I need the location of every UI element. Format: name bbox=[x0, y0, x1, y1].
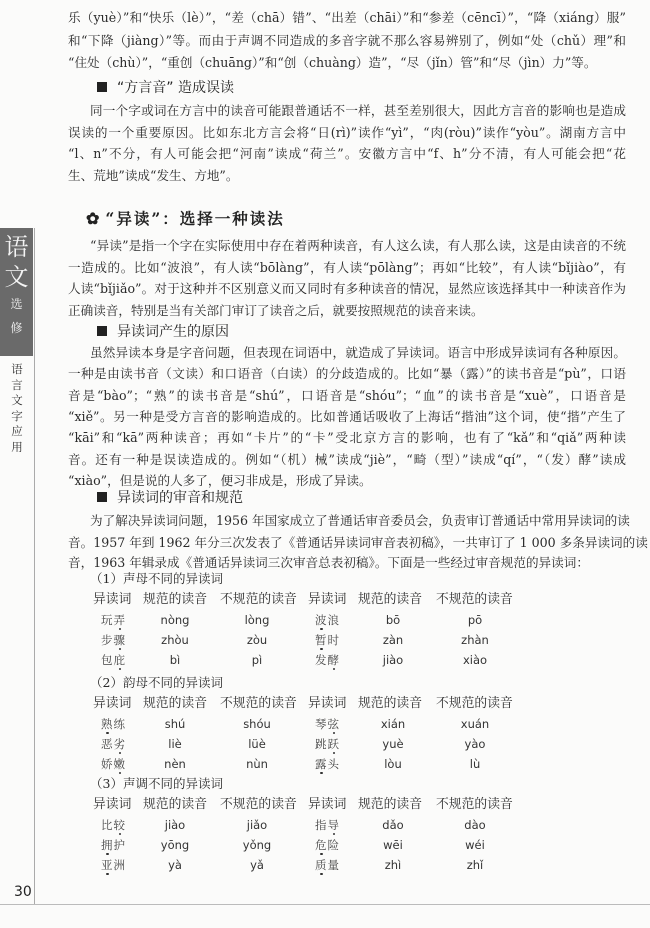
badge-char: 文 bbox=[4, 263, 29, 291]
standard-reading: yà bbox=[168, 858, 182, 872]
emphasis-dot-char: 嫩 bbox=[113, 757, 126, 771]
table-row bbox=[0, 755, 650, 774]
text-line: 音是“bào”；“熟”的读书音是“shú”，口语音是“shóu”；“血”的读书音是“xuè”，口语音是 bbox=[68, 388, 626, 403]
footer-divider bbox=[0, 904, 650, 905]
text-line: 音。1957 年到 1962 年分三次发表了《普通话异读词审音表初稿》，一共审订了 1 000 多条异读词的读 bbox=[68, 535, 648, 550]
table-header-row bbox=[0, 590, 650, 609]
table-title: （1）声母不同的异读词 bbox=[90, 571, 223, 586]
variant-word bbox=[101, 715, 126, 734]
column-header: 规范的读音 bbox=[358, 592, 422, 607]
emphasis-dot-char: 拥 bbox=[101, 838, 114, 852]
variant-word bbox=[101, 611, 126, 630]
text-line: “住处（chù）”，“重创（chuāng）”和“创（chuàng）造”，“尽（jǐn）管”和“尽（jìn）力”等。 bbox=[68, 55, 597, 70]
flower-icon: ✿ bbox=[86, 209, 102, 228]
text-line: 一造成的。比如“波浪”，有人读“bōlàng”，有人读“pōlàng”；再如“比较”，有人读“bǐjiào”，有 bbox=[68, 260, 626, 275]
text-line: 生、荒地”读成“发生、方地”。 bbox=[68, 168, 239, 183]
table-row bbox=[0, 631, 650, 650]
text-line: 人读“bǐjiǎo”。对于这种并不区别意义而又同时有多种读音的情况，显然应该选择其中一种读音作为 bbox=[68, 281, 626, 296]
square-bullet-icon bbox=[97, 492, 107, 502]
emphasis-dot-char: 熟 bbox=[101, 717, 114, 731]
word-char: 发 bbox=[315, 653, 328, 667]
nonstandard-reading: yǎ bbox=[250, 858, 264, 872]
table-row bbox=[0, 816, 650, 835]
variant-word bbox=[101, 631, 126, 650]
nonstandard-reading: lüè bbox=[248, 737, 266, 751]
emphasis-dot-char: 质 bbox=[315, 858, 328, 872]
standard-reading: zhòu bbox=[161, 633, 189, 647]
word-char: 跳 bbox=[315, 737, 328, 751]
badge-sub-char: 修 bbox=[10, 321, 23, 335]
table-row bbox=[0, 836, 650, 855]
standard-reading: dǎo bbox=[382, 818, 404, 832]
text-line: 乐（yuè）”和“快乐（lè）”，“差（chā）错”、“出差（chāi）”和“参差（cēncī）”，“降（xiáng）服” bbox=[68, 10, 626, 25]
text-line: 虽然异读本身是字音问题，但表现在词语中，就造成了异读词。语言中形成异读词有各种原因。 bbox=[90, 345, 626, 360]
standard-reading: wēi bbox=[383, 838, 403, 852]
standard-reading: jiào bbox=[164, 818, 186, 832]
column-header: 异读词 bbox=[308, 797, 347, 812]
column-header: 异读词 bbox=[308, 592, 347, 607]
variant-word bbox=[101, 651, 126, 670]
nonstandard-reading: pō bbox=[467, 613, 483, 627]
column-header: 异读词 bbox=[93, 797, 132, 812]
word-char: 量 bbox=[327, 858, 340, 872]
standard-reading: yuè bbox=[382, 737, 404, 751]
volume-title: 语言文字应用 bbox=[11, 362, 23, 454]
word-char: 时 bbox=[327, 633, 340, 647]
emphasis-dot-char: 亚 bbox=[101, 858, 114, 872]
word-char: 娇 bbox=[101, 757, 114, 771]
subheading-causes bbox=[97, 322, 229, 342]
page-number: 30 bbox=[14, 884, 32, 900]
variant-word bbox=[315, 856, 340, 875]
table-row bbox=[0, 735, 650, 754]
text-line: 正确读音，特别是当有关部门审订了读音之后，就要按照规范的读音来读。 bbox=[68, 303, 484, 318]
word-char: 护 bbox=[113, 838, 126, 852]
emphasis-dot-char: 危 bbox=[315, 838, 328, 852]
variant-word bbox=[101, 856, 126, 875]
table-row bbox=[0, 715, 650, 734]
variant-word bbox=[101, 836, 126, 855]
square-bullet-icon bbox=[97, 326, 107, 336]
text-line: “异读”是指一个字在实际使用中存在着两种读音，有人这么读，有人那么读，这是由读音的不统 bbox=[90, 238, 626, 253]
emphasis-dot-char: 劣 bbox=[113, 737, 126, 751]
word-char: 指 bbox=[315, 818, 328, 832]
table-title: （2）韵母不同的异读词 bbox=[90, 675, 223, 690]
text-line: “xiě”。另一种是受方言音的影响造成的。比如普通话吸收了上海话“揩油”这个词，使“揩”产生了 bbox=[68, 409, 626, 424]
emphasis-dot-char: 跃 bbox=[327, 737, 340, 751]
emphasis-dot-char: 导 bbox=[327, 818, 340, 832]
standard-reading: jiào bbox=[382, 653, 404, 667]
nonstandard-reading: lù bbox=[469, 757, 481, 771]
table-row bbox=[0, 856, 650, 875]
column-header: 不规范的读音 bbox=[436, 592, 513, 607]
text-line: 为了解决异读词问题，1956 年国家成立了普通话审音委员会，负责审订普通话中常用异读词的读 bbox=[90, 513, 630, 528]
column-header: 规范的读音 bbox=[358, 797, 422, 812]
emphasis-dot-char: 较 bbox=[113, 818, 126, 832]
nonstandard-reading: xiào bbox=[462, 653, 488, 667]
variant-word bbox=[315, 755, 340, 774]
nonstandard-reading: yǒng bbox=[242, 838, 272, 852]
standard-reading: zàn bbox=[382, 633, 404, 647]
nonstandard-reading: nùn bbox=[246, 757, 268, 771]
section-title-text: “异读”：选择一种读法 bbox=[105, 209, 285, 228]
variant-word bbox=[101, 816, 126, 835]
subheading-text: “方言音” 造成误读 bbox=[117, 80, 234, 96]
emphasis-dot-char: 酵 bbox=[327, 653, 340, 667]
word-char: 头 bbox=[327, 757, 340, 771]
word-char: 洲 bbox=[113, 858, 126, 872]
standard-reading: yōng bbox=[160, 838, 190, 852]
variant-word bbox=[315, 631, 340, 650]
text-line: 一种是由读书音（文读）和口语音（白读）的分歧造成的。比如“暴（露）”的读书音是“pù”，口语 bbox=[68, 366, 626, 381]
word-char: 恶 bbox=[101, 737, 114, 751]
standard-reading: xián bbox=[380, 717, 406, 731]
standard-reading: liè bbox=[168, 737, 182, 751]
standard-reading: lòu bbox=[384, 757, 402, 771]
standard-reading: nèn bbox=[164, 757, 186, 771]
subheading-text: 异读词产生的原因 bbox=[117, 324, 229, 340]
subheading-dialect bbox=[97, 78, 234, 98]
text-line: “xiào”，但是说的人多了，便习非成是，形成了异读。 bbox=[68, 473, 372, 488]
standard-reading: bō bbox=[385, 613, 401, 627]
nonstandard-reading: zhǐ bbox=[466, 858, 484, 872]
nonstandard-reading: pì bbox=[251, 653, 263, 667]
nonstandard-reading: yào bbox=[464, 737, 486, 751]
column-header: 不规范的读音 bbox=[220, 797, 297, 812]
word-char: 练 bbox=[113, 717, 126, 731]
subheading-norms bbox=[97, 488, 243, 508]
emphasis-dot-char: 弦 bbox=[327, 717, 340, 731]
standard-reading: shú bbox=[164, 717, 186, 731]
variant-word bbox=[315, 651, 340, 670]
table-header-row bbox=[0, 795, 650, 814]
text-line: 误读的一个重要原因。比如东北方言会将“日(rì)”读作“yì”，“肉(ròu)”读作“yòu”。湖南方言中 bbox=[68, 125, 626, 140]
column-header: 不规范的读音 bbox=[220, 592, 297, 607]
nonstandard-reading: wéi bbox=[465, 838, 485, 852]
book-series-badge bbox=[0, 228, 33, 356]
nonstandard-reading: xuán bbox=[460, 717, 490, 731]
nonstandard-reading: dào bbox=[464, 818, 486, 832]
variant-word bbox=[315, 816, 340, 835]
emphasis-dot-char: 庇 bbox=[113, 653, 126, 667]
word-char: 步 bbox=[101, 633, 114, 647]
nonstandard-reading: shóu bbox=[243, 717, 271, 731]
text-line: “kāi”和“kā”两种读音；再如“卡片”的“卡”受北京方言的影响，也有了“kǎ”和“qiǎ”两种读 bbox=[68, 430, 626, 445]
column-header: 不规范的读音 bbox=[436, 696, 513, 711]
variant-word bbox=[101, 735, 126, 754]
text-line: 音，1963 年辑录成《普通话异读词三次审音总表初稿》。下面是一些经过审音规范的异读词： bbox=[68, 555, 589, 570]
standard-reading: nòng bbox=[160, 613, 190, 627]
word-char: 险 bbox=[327, 838, 340, 852]
nonstandard-reading: lòng bbox=[244, 613, 270, 627]
variant-word bbox=[315, 715, 340, 734]
variant-word bbox=[315, 611, 340, 630]
text-line: 同一个字或词在方言中的读音可能跟普通话不一样，甚至差别很大，因此方言音的影响也是造成 bbox=[90, 103, 626, 118]
column-header: 规范的读音 bbox=[143, 592, 207, 607]
standard-reading: bì bbox=[169, 653, 181, 667]
emphasis-dot-char: 弄 bbox=[113, 613, 126, 627]
column-header: 规范的读音 bbox=[143, 696, 207, 711]
word-char: 包 bbox=[101, 653, 114, 667]
word-char: 玩 bbox=[101, 613, 114, 627]
section-title bbox=[86, 208, 285, 230]
emphasis-dot-char: 露 bbox=[315, 757, 328, 771]
table-row bbox=[0, 611, 650, 630]
subheading-text: 异读词的审音和规范 bbox=[117, 490, 243, 506]
table-row bbox=[0, 651, 650, 670]
column-header: 规范的读音 bbox=[143, 797, 207, 812]
nonstandard-reading: jiǎo bbox=[246, 818, 268, 832]
text-line: 音。还有一种是误读造成的。例如“（机）械”读成“jiè”，“畸（型）”读成“qí”，“（发）酵”读成 bbox=[68, 452, 626, 467]
column-header: 不规范的读音 bbox=[220, 696, 297, 711]
table-title: （3）声调不同的异读词 bbox=[90, 776, 223, 791]
word-char: 比 bbox=[101, 818, 114, 832]
standard-reading: zhì bbox=[384, 858, 402, 872]
column-header: 异读词 bbox=[308, 696, 347, 711]
emphasis-dot-char: 骤 bbox=[113, 633, 126, 647]
emphasis-dot-char: 波 bbox=[315, 613, 328, 627]
text-line: “l、n”不分，有人可能会把“河南”读成“荷兰”。安徽方言中“f、h”分不清，有人可能会把“花 bbox=[68, 146, 626, 161]
table-header-row bbox=[0, 694, 650, 713]
square-bullet-icon bbox=[97, 82, 107, 92]
variant-word bbox=[315, 735, 340, 754]
word-char: 浪 bbox=[327, 613, 340, 627]
column-header: 异读词 bbox=[93, 696, 132, 711]
variant-word bbox=[315, 836, 340, 855]
column-header: 不规范的读音 bbox=[436, 797, 513, 812]
emphasis-dot-char: 暂 bbox=[315, 633, 328, 647]
word-char: 琴 bbox=[315, 717, 328, 731]
variant-word bbox=[101, 755, 126, 774]
badge-sub-char: 选 bbox=[10, 297, 23, 311]
text-line: 和“下降（jiàng）”等。而由于声调不同造成的多音字就不那么容易辨别了，例如“处（chǔ）理”和 bbox=[68, 33, 626, 48]
nonstandard-reading: zhàn bbox=[461, 633, 489, 647]
badge-char: 语 bbox=[4, 233, 29, 261]
column-header: 异读词 bbox=[93, 592, 132, 607]
column-header: 规范的读音 bbox=[358, 696, 422, 711]
nonstandard-reading: zòu bbox=[246, 633, 268, 647]
